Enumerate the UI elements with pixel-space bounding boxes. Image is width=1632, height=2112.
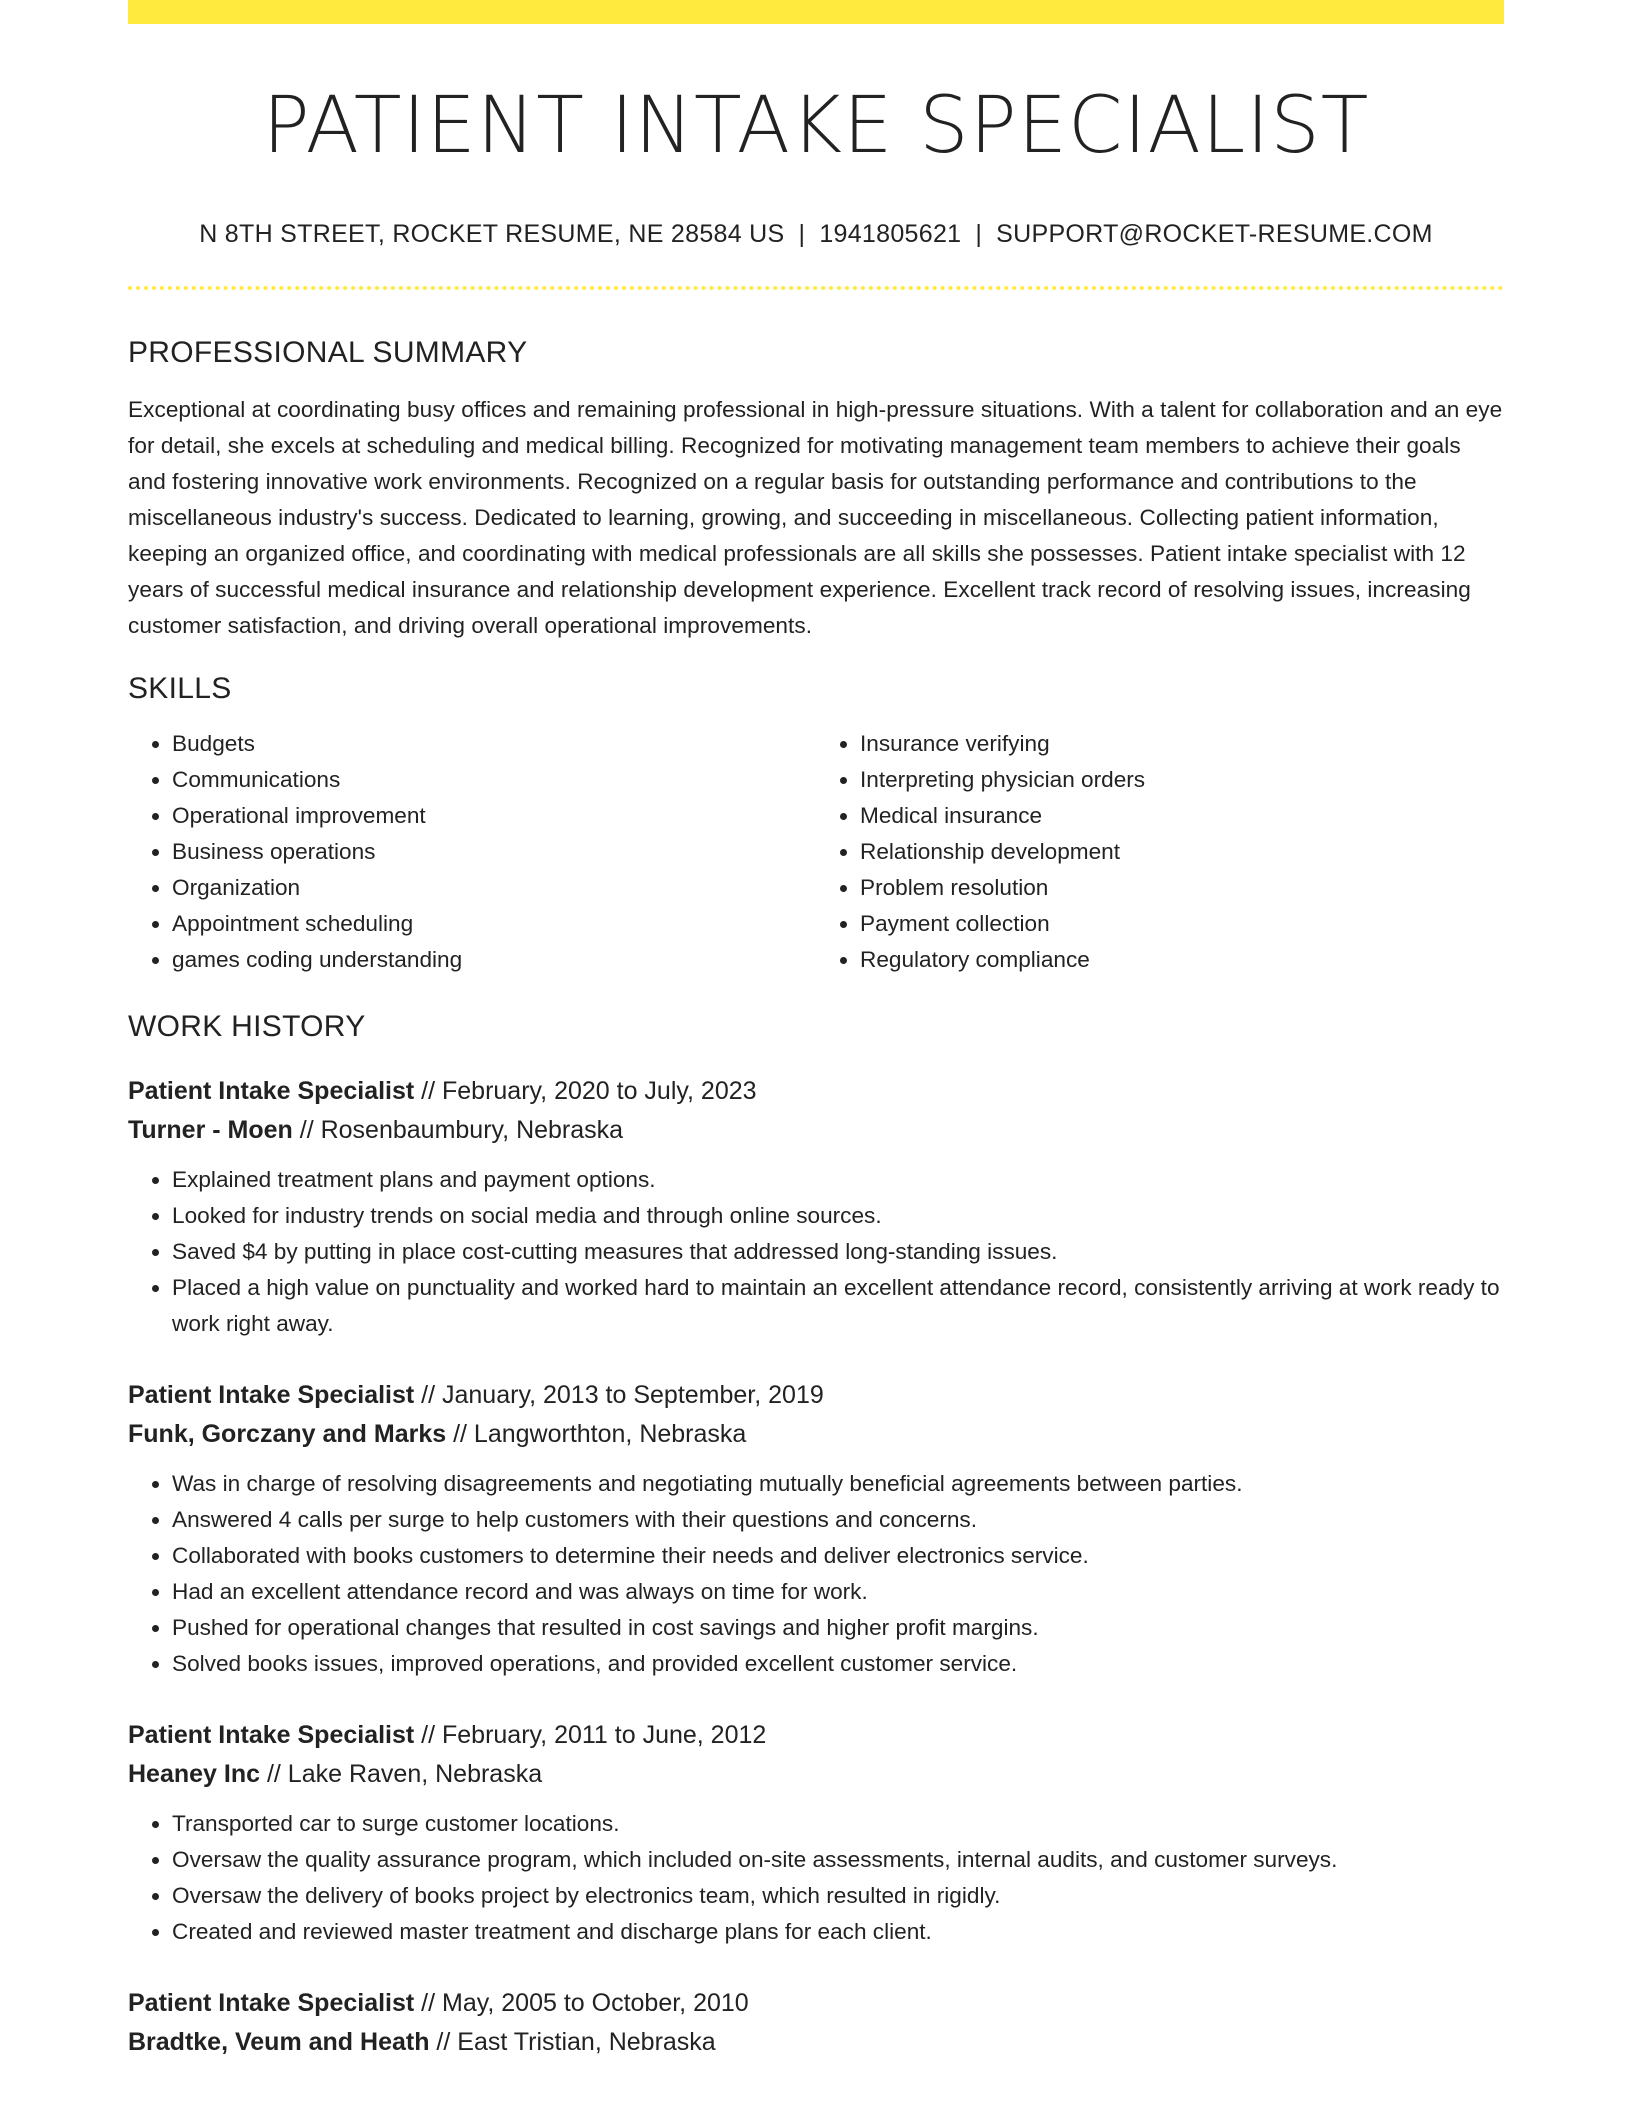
skill-item: • Operational improvement bbox=[172, 798, 816, 834]
dotted-divider bbox=[128, 286, 1504, 290]
job-entry bbox=[128, 1376, 1504, 1682]
job-bullet: • Transported car to surge customer locations. bbox=[172, 1806, 1504, 1842]
job-bullet: • Collaborated with books customers to determine their needs and deliver electronics service. bbox=[172, 1538, 1504, 1574]
job-bullet: • Saved $4 by putting in place cost-cutting measures that addressed long-standing issues. bbox=[172, 1234, 1504, 1270]
job-company-line bbox=[128, 1415, 1504, 1454]
job-bullet: • Oversaw the delivery of books project by electronics team, which resulted in rigidly. bbox=[172, 1878, 1504, 1914]
job-title: Patient Intake Specialist bbox=[128, 1381, 415, 1409]
job-bullets bbox=[128, 1162, 1504, 1342]
job-bullet: • Pushed for operational changes that resulted in cost savings and higher profit margins. bbox=[172, 1610, 1504, 1646]
skill-item: • Budgets bbox=[172, 726, 816, 762]
job-title-line bbox=[128, 1376, 1504, 1415]
skills-heading: SKILLS bbox=[128, 672, 232, 705]
accent-bar bbox=[128, 0, 1504, 24]
contact-separator: | bbox=[975, 220, 983, 248]
job-bullet: • Had an excellent attendance record and was always on time for work. bbox=[172, 1574, 1504, 1610]
job-dates: // February, 2020 to July, 2023 bbox=[414, 1077, 757, 1105]
skill-item: • Relationship development bbox=[860, 834, 1504, 870]
skills-list bbox=[128, 726, 1504, 978]
job-location: // Rosenbaumbury, Nebraska bbox=[292, 1116, 624, 1144]
job-bullet: • Looked for industry trends on social media and through online sources. bbox=[172, 1198, 1504, 1234]
job-company: Funk, Gorczany and Marks bbox=[128, 1420, 447, 1448]
contact-line bbox=[128, 222, 1504, 247]
job-company-line bbox=[128, 1755, 1504, 1794]
skill-item: • Problem resolution bbox=[860, 870, 1504, 906]
skill-item: • Appointment scheduling bbox=[172, 906, 816, 942]
job-company-line bbox=[128, 2023, 1504, 2062]
job-bullet: • Answered 4 calls per surge to help customers with their questions and concerns. bbox=[172, 1502, 1504, 1538]
skill-item: • Insurance verifying bbox=[860, 726, 1504, 762]
job-company: Heaney Inc bbox=[128, 1760, 261, 1788]
job-location: // East Tristian, Nebraska bbox=[429, 2028, 716, 2056]
work-history-list bbox=[128, 1072, 1504, 2062]
skill-item: • Regulatory compliance bbox=[860, 942, 1504, 978]
job-bullet: • Solved books issues, improved operations, and provided excellent customer service. bbox=[172, 1646, 1504, 1682]
skill-item: • Communications bbox=[172, 762, 816, 798]
job-bullet: • Was in charge of resolving disagreements and negotiating mutually beneficial agreements between parties. bbox=[172, 1466, 1504, 1502]
job-bullet: • Oversaw the quality assurance program, which included on-site assessments, internal audits, and customer surveys. bbox=[172, 1842, 1504, 1878]
job-location: // Langworthton, Nebraska bbox=[446, 1420, 747, 1448]
job-company: Turner - Moen bbox=[128, 1116, 293, 1144]
job-bullet: • Created and reviewed master treatment and discharge plans for each client. bbox=[172, 1914, 1504, 1950]
job-title: Patient Intake Specialist bbox=[128, 1077, 415, 1105]
skill-item: • Payment collection bbox=[860, 906, 1504, 942]
skills-column-left bbox=[128, 726, 816, 978]
summary-text: Exceptional at coordinating busy offices and remaining professional in high-pressure situations. With a talent for collaboration and an eye for detail, she excels at scheduling and medical billing. Recognized for motivating management team members to achieve their goals and fostering innovative work environments. Recognized on a regular basis for outstanding performance and contributions to the miscellaneous industry's success. Dedicated to learning, growing, and succeeding in miscellaneous. Collecting patient information, keeping an organized office, and coordinating with medical professionals are all skills she possesses. Patient intake specialist with 12 years of successful medical insurance and relationship development experience. Excellent track record of resolving issues, increasing customer satisfaction, and driving overall operational improvements. bbox=[128, 397, 1503, 638]
job-bullet: • Placed a high value on punctuality and worked hard to maintain an excellent attendance record, consistently arriving at work ready to work right away. bbox=[172, 1270, 1504, 1342]
work-history-heading: WORK HISTORY bbox=[128, 1010, 366, 1043]
skill-item: • games coding understanding bbox=[172, 942, 816, 978]
job-dates: // January, 2013 to September, 2019 bbox=[414, 1381, 824, 1409]
job-title-line bbox=[128, 1716, 1504, 1755]
skill-item: • Business operations bbox=[172, 834, 816, 870]
job-bullets bbox=[128, 1466, 1504, 1682]
skill-item: • Interpreting physician orders bbox=[860, 762, 1504, 798]
job-bullet: • Explained treatment plans and payment options. bbox=[172, 1162, 1504, 1198]
job-title-line bbox=[128, 1072, 1504, 1111]
skill-item: • Organization bbox=[172, 870, 816, 906]
job-location: // Lake Raven, Nebraska bbox=[260, 1760, 543, 1788]
skill-item: • Medical insurance bbox=[860, 798, 1504, 834]
job-title: Patient Intake Specialist bbox=[128, 1989, 415, 2017]
resume-name: PATIENT INTAKE SPECIALIST bbox=[262, 81, 1370, 171]
job-company: Bradtke, Veum and Heath bbox=[128, 2028, 430, 2056]
resume-page bbox=[128, 0, 1504, 2112]
job-title-line bbox=[128, 1984, 1504, 2023]
job-company-line bbox=[128, 1111, 1504, 1150]
skills-column-right bbox=[816, 726, 1504, 978]
summary-heading: PROFESSIONAL SUMMARY bbox=[128, 336, 528, 369]
job-dates: // May, 2005 to October, 2010 bbox=[414, 1989, 749, 2017]
contact-email: SUPPORT@ROCKET-RESUME.COM bbox=[996, 220, 1433, 248]
job-entry bbox=[128, 1072, 1504, 1342]
job-title: Patient Intake Specialist bbox=[128, 1721, 415, 1749]
contact-separator: | bbox=[798, 220, 806, 248]
contact-address: N 8TH STREET, ROCKET RESUME, NE 28584 US bbox=[199, 220, 785, 248]
job-bullets bbox=[128, 1806, 1504, 1950]
job-dates: // February, 2011 to June, 2012 bbox=[414, 1721, 767, 1749]
contact-phone: 1941805621 bbox=[819, 220, 962, 248]
job-entry bbox=[128, 1984, 1504, 2062]
job-entry bbox=[128, 1716, 1504, 1950]
